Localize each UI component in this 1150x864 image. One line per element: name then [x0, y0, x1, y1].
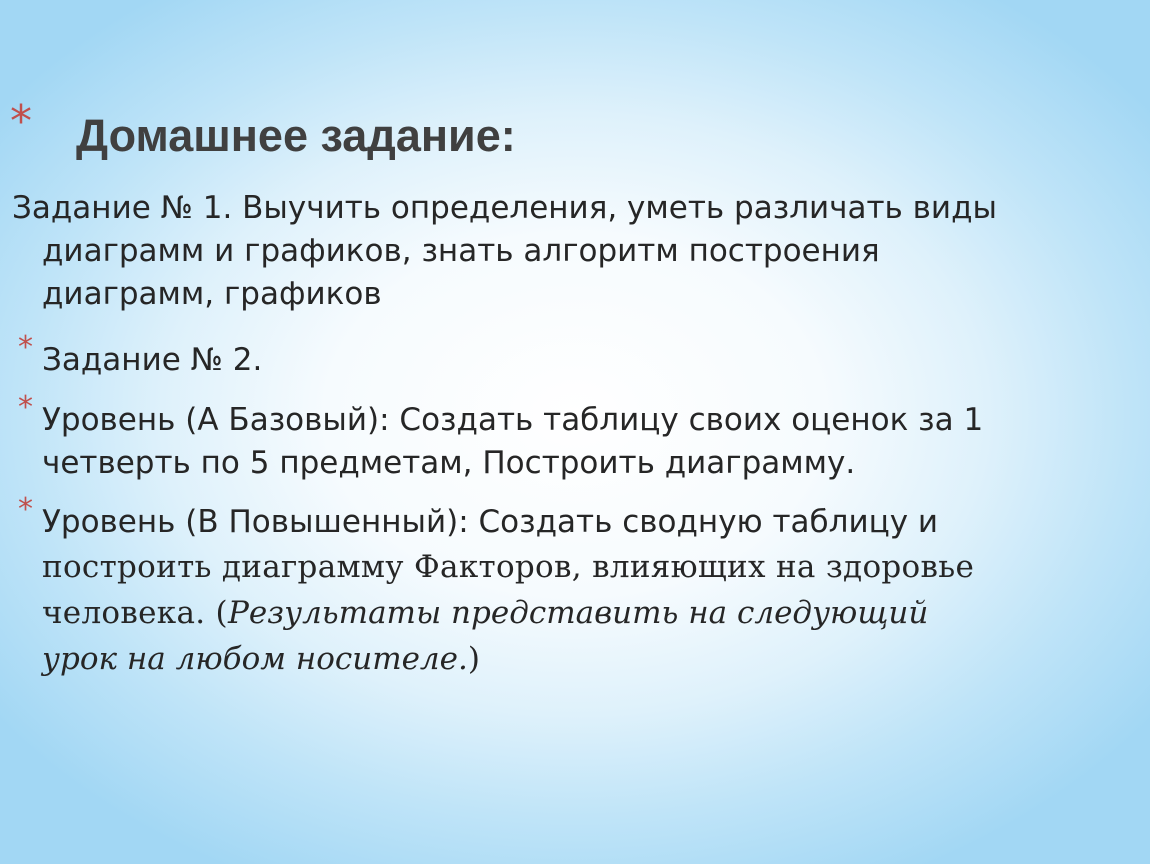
level-b-line-3-plain: человека. (: [42, 595, 228, 631]
level-b-line-3: [42, 590, 974, 636]
task-1-line-3: диаграмм, графиков: [42, 276, 382, 312]
level-b-line-4-plain: ): [467, 641, 481, 677]
level-a-bullet-icon: *: [18, 390, 33, 425]
task-1-line-2: диаграмм и графиков, знать алгоритм построения: [42, 233, 880, 269]
task-2-paragraph: [42, 339, 262, 382]
task-1-paragraph: [12, 187, 997, 316]
level-b-line-4-italic: урок на любом носителе.: [42, 641, 468, 677]
level-b-paragraph: [42, 501, 974, 682]
level-b-line-3-italic: Результаты представить на следующий: [227, 595, 929, 631]
level-b-line-2: построить диаграмму Факторов, влияющих на здоровье: [42, 549, 975, 585]
title-bullet-icon: *: [10, 96, 32, 147]
level-b-line-1: Уровень (В Повышенный): Создать сводную таблицу и: [42, 504, 939, 540]
level-b-line-4: [42, 636, 974, 682]
task-1-line-1: Задание № 1. Выучить определения, уметь различать виды: [12, 190, 997, 226]
level-b-bullet-icon: *: [18, 492, 33, 527]
page-title: Домашнее задание:: [76, 110, 516, 161]
level-a-line-1: Уровень (А Базовый): Создать таблицу своих оценок за 1: [42, 402, 984, 438]
task-2-text: Задание № 2.: [42, 342, 263, 378]
level-a-line-2: четверть по 5 предметам, Построить диаграмму.: [42, 445, 856, 481]
level-a-paragraph: [42, 399, 983, 485]
task-2-bullet-icon: *: [18, 330, 33, 365]
